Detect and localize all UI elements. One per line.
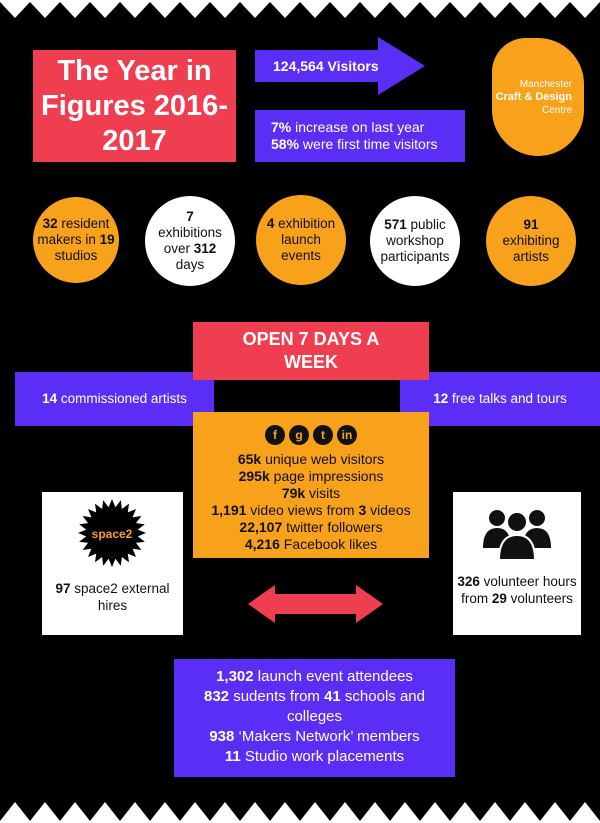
stat-label: ‘Makers Network’ members — [234, 728, 420, 745]
band-label: free talks and tours — [448, 391, 567, 406]
stat-value: 1,191 — [211, 502, 247, 518]
stat-label: launch event attendees — [253, 668, 413, 685]
bottom-stats-list — [178, 667, 451, 767]
stat-label: exhibitions over — [158, 225, 222, 256]
circle-text — [33, 216, 119, 264]
stat-value: 1,302 — [216, 668, 254, 685]
stat-label: Studio work placements — [240, 748, 405, 765]
stat-label: twitter followers — [282, 519, 383, 535]
volunteer-count-label: volunteers — [506, 591, 573, 606]
circle-text — [375, 217, 455, 265]
commissioned-artists-band — [15, 372, 214, 426]
circle-stat — [486, 196, 576, 286]
stat-value: 312 — [193, 241, 217, 256]
stat-value: 41 — [324, 688, 341, 705]
open-banner-text: OPEN 7 DAYS A WEEK — [242, 329, 380, 372]
space2-label: space2 external hires — [70, 581, 170, 613]
stat-label: days — [175, 257, 205, 272]
stat-value: 79k — [281, 485, 306, 501]
circle-stat — [256, 195, 346, 285]
web-stats-list — [193, 451, 429, 553]
stat-value: 571 — [384, 217, 407, 232]
web-stat-line — [193, 451, 429, 468]
web-stat-line — [193, 519, 429, 536]
visitor-stat-increase — [271, 119, 465, 136]
twitter-icon: t — [313, 425, 333, 445]
visitors-label: Visitors — [327, 58, 379, 74]
volunteer-hours-label: volunteer hours from — [461, 574, 577, 606]
circle-stat — [370, 196, 460, 286]
stat-label: unique web visitors — [261, 451, 385, 467]
google-icon: g — [289, 425, 309, 445]
stat-value: 295k — [238, 468, 270, 484]
volunteer-hours: 326 — [457, 574, 480, 589]
web-stat-line — [193, 468, 429, 485]
bottom-stat-line — [178, 687, 451, 727]
stat-label: public workshop participants — [380, 217, 450, 264]
space2-stat — [42, 580, 183, 614]
band-label: commissioned artists — [57, 391, 187, 406]
volunteers-stat — [457, 573, 577, 607]
stat-value: 7 — [186, 209, 194, 224]
stat-value: 4 — [266, 216, 275, 231]
stat-label: visits — [305, 485, 341, 501]
visitors-value: 124,564 — [273, 58, 324, 74]
stat-label: Facebook likes — [279, 536, 378, 552]
stat-value: 7% — [271, 119, 292, 135]
web-stats-box — [193, 412, 429, 558]
volunteers-card — [453, 492, 581, 635]
stat-value: 11 — [224, 748, 241, 765]
stat-value: 832 — [204, 688, 230, 705]
stat-value: 938 — [209, 728, 235, 745]
space2-badge-icon — [72, 497, 152, 569]
people-icon — [481, 504, 553, 562]
logo-line-2: Craft & Design — [495, 91, 572, 103]
bottom-stat-line — [178, 667, 451, 687]
stat-value: 22,107 — [239, 519, 283, 535]
talks-tours-band — [400, 372, 600, 426]
circle-text — [153, 209, 227, 273]
social-icons — [193, 425, 429, 445]
stat-label: page impressions — [269, 468, 384, 484]
stat-label: were first time visitors — [299, 136, 438, 152]
bottom-stats-box — [174, 659, 455, 777]
web-stat-line — [193, 502, 429, 519]
stat-label: sudents from — [229, 688, 325, 705]
stat-value: 65k — [237, 451, 262, 467]
web-stat-line — [193, 485, 429, 502]
visitor-stat-first-time — [271, 136, 465, 153]
visitor-stats — [255, 110, 465, 162]
stat-label: video views from — [246, 502, 359, 518]
stat-label: videos — [366, 502, 411, 518]
stat-label: schools and colleges — [286, 688, 425, 725]
bottom-stat-line — [178, 727, 451, 747]
open-banner — [193, 322, 429, 380]
circle-stat — [145, 196, 235, 286]
stat-value: 4,216 — [244, 536, 280, 552]
stat-label: exhibition launch events — [274, 216, 336, 263]
linkedin-icon: in — [337, 425, 357, 445]
circle-text — [263, 216, 339, 264]
logo-line-3: Centre — [541, 105, 572, 116]
stat-value: 58% — [271, 136, 300, 152]
space2-badge-text: space2 — [91, 527, 133, 541]
logo-line-1: Manchester — [519, 79, 572, 90]
volunteer-count: 29 — [491, 591, 507, 606]
visitors-count — [255, 50, 405, 82]
stat-label: studios — [54, 248, 98, 263]
page-title — [33, 50, 236, 162]
band-value: 12 — [433, 391, 449, 406]
stat-label: resident makers in — [37, 216, 110, 247]
space2-value: 97 — [55, 581, 71, 596]
bottom-stat-line — [178, 747, 451, 767]
stat-label: increase on last year — [291, 119, 425, 135]
web-stat-line — [193, 536, 429, 553]
space2-card — [42, 492, 183, 635]
page-title-text: The Year in Figures 2016-2017 — [41, 54, 228, 157]
facebook-icon: f — [265, 425, 285, 445]
stat-value: 32 — [42, 216, 58, 231]
circle-text — [498, 217, 564, 265]
stat-value: 3 — [358, 502, 367, 518]
logo — [492, 38, 584, 156]
stat-label: exhibiting artists — [502, 233, 560, 264]
stat-value: 91 — [523, 217, 539, 232]
band-value: 14 — [42, 391, 58, 406]
circle-stat — [33, 197, 119, 283]
stat-value: 19 — [99, 232, 115, 247]
